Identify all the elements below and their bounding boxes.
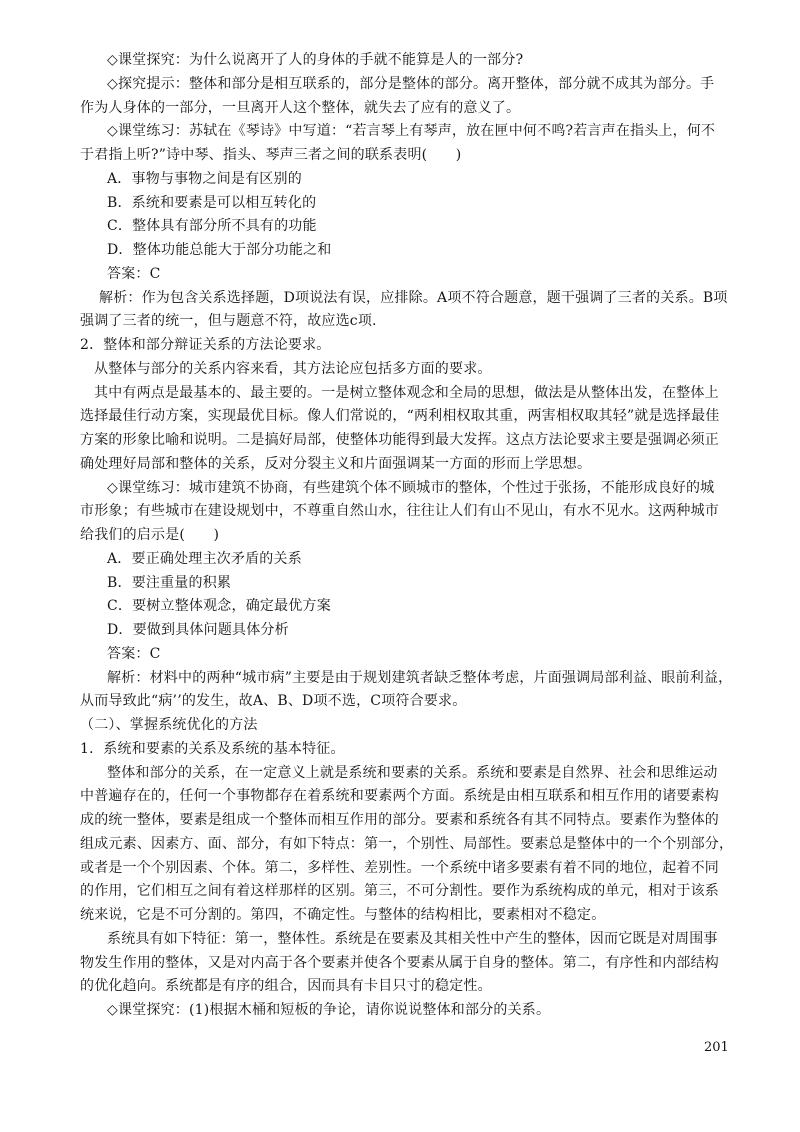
text-line: 从而导致此“病’’的发生，故A、B、D项不选，C项符合要求。 xyxy=(80,693,467,709)
text-line: ◇课堂探究：为什么说离开了人的身体的手就不能算是人的一部分? xyxy=(107,52,524,68)
text-line: 确处理好局部和整体的关系，反对分裂主义和片面强调某一方面的形而上学思想。 xyxy=(80,456,592,472)
text-line: 从整体与部分的关系内容来看，其方法论应包括多方面的要求。 xyxy=(94,361,492,377)
option-c: C．要树立整体观念，确定最优方案 xyxy=(107,598,331,614)
text-line: 的优化趋向。系统都是有序的组合，因而具有卡目只寸的稳定性。 xyxy=(80,978,492,994)
text-line: 于君指上听?”诗中琴、指头、琴声三者之间的联系表明( ) xyxy=(80,147,462,163)
text-line: 统来说，它是不可分割的。第四，不确定性。与整体的结构相比，要素相对不稳定。 xyxy=(80,907,606,923)
answer: 答案：C xyxy=(107,646,161,662)
analysis: 解析：材料中的两种“城市病”主要是由于规划建筑者缺乏整体考虑，片面强调局部利益、眼前利益， xyxy=(107,670,733,686)
section-heading: 1．系统和要素的关系及系统的基本特征。 xyxy=(80,741,345,757)
option-d: D．整体功能总能大于部分功能之和 xyxy=(107,242,332,258)
text-line: ◇课堂练习：城市建筑不协商，有些建筑个体不顾城市的整体，个性过于张扬，不能形成良好的城 xyxy=(107,480,715,496)
text-line: 方案的形象比喻和说明。二是搞好局部，使整体功能得到最大发挥。这点方法论要求主要是强调必须正 xyxy=(80,432,719,448)
text-line: 或者是一个个别因素、个体。第二，多样性、差别性。一个系统中诸多要素有着不同的地位，起着不同 xyxy=(80,860,719,876)
text-line: 的作用，它们相互之间有着这样那样的区别。第三，不可分割性。要作为系统构成的单元，相对于该系 xyxy=(80,883,719,899)
option-d: D．要做到具体问题具体分析 xyxy=(107,622,289,638)
option-b: B．要注重量的积累 xyxy=(107,575,232,591)
analysis: 解析：作为包含关系选择题，D项说法有误，应排除。A项不符合题意，题干强调了三者的关系。B项 xyxy=(99,290,728,306)
page-number: 201 xyxy=(704,1040,729,1055)
text-line: 成的统一整体，要素是组成一个整体而相互作用的部分。要素和系统各有其不同特点。要素作为整体的 xyxy=(80,812,719,828)
text-line: 给我们的启示是( ) xyxy=(80,527,220,543)
text-line: 组成元素、因素方、面、部分，有如下特点：第一，个别性、局部性。要素总是整体中的一个个别部分， xyxy=(80,836,734,852)
text-line: 中普遍存在的，任何一个事物都存在着系统和要素两个方面。系统是由相互联系和相互作用的诸要素构 xyxy=(80,788,719,804)
text-line: 市形象；有些城市在建设规划中，不尊重自然山水，往往让人们有山不见山，有水不见水。这两种城市 xyxy=(80,503,719,519)
text-line: ◇探究提示：整体和部分是相互联系的，部分是整体的部分。离开整体，部分就不成其为部分。手 xyxy=(107,76,715,92)
text-line: 系统具有如下特征：第一，整体性。系统是在要素及其相关性中产生的整体，因而它既是对周围事 xyxy=(107,931,718,947)
text-line: 强调了三者的统一，但与题意不符，故应选c项. xyxy=(80,313,377,329)
section-heading: （二）、掌握系统优化的方法 xyxy=(80,717,258,733)
text-line: ◇课堂探究：(1)根据木桶和短板的争论，请你说说整体和部分的关系。 xyxy=(107,1002,551,1018)
text-line: 选择最佳行动方案，实现最优目标。像人们常说的，“两利相权取其重，两害相权取其轻”就是选择最佳 xyxy=(80,408,720,424)
text-line: 整体和部分的关系，在一定意义上就是系统和要素的关系。系统和要素是自然界、社会和思维运动 xyxy=(107,765,718,781)
text-line: 作为人身体的一部分，一旦离开人这个整体，就失去了应有的意义了。 xyxy=(80,100,521,116)
text-line: 物发生作用的整体，又是对内高于各个要素并使各个要素从属于自身的整体。第二，有序性和内部结构 xyxy=(80,955,719,971)
option-b: B．系统和要素是可以相互转化的 xyxy=(107,195,317,211)
section-heading: 2．整体和部分辩证关系的方法论要求。 xyxy=(80,337,331,353)
text-line: ◇课堂练习：苏轼在《琴诗》中写道：“若言琴上有琴声，放在匣中何不鸣?若言声在指头上，何不 xyxy=(107,123,716,139)
option-c: C．整体具有部分所不具有的功能 xyxy=(107,218,317,234)
option-a: A．事物与事物之间是有区别的 xyxy=(107,171,302,187)
option-a: A．要正确处理主次矛盾的关系 xyxy=(107,551,302,567)
text-line: 其中有两点是最基本的、最主要的。一是树立整体观念和全局的思想，做法是从整体出发，在整体上 xyxy=(94,385,719,401)
answer: 答案：C xyxy=(107,266,161,282)
